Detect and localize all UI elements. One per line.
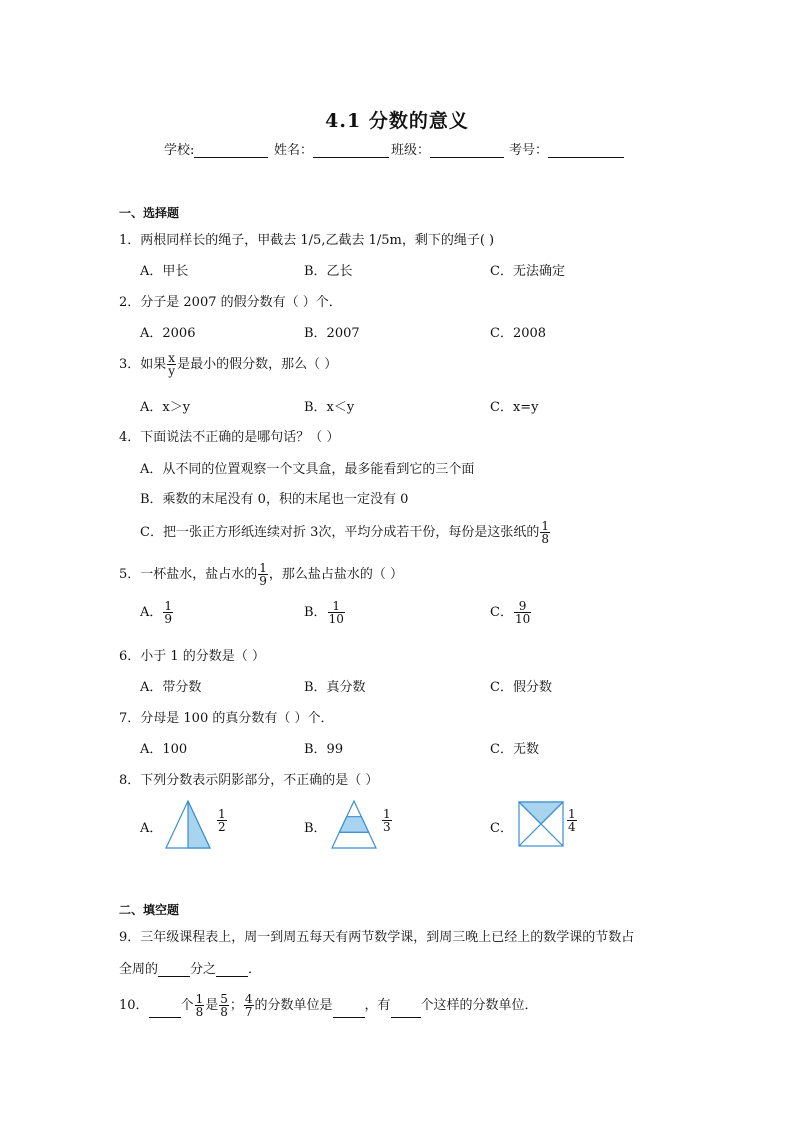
q4-c-denominator: 8 [541,532,549,546]
q8-b-denominator: 3 [383,820,391,834]
q3-text-pre: 3．如果 [119,357,167,372]
question-9-line-1: 9．三年级课程表上，周一到周五每天有两节数学课，到周三晚上已经上的数学课的节数占 [119,930,635,945]
question-2: 2．分子是 2007 的假分数有（ ）个． [119,295,342,310]
q10-blank-1[interactable] [149,1004,181,1018]
school-blank[interactable] [194,143,268,158]
q8-triangle-thirds-figure [330,800,378,850]
question-5 [119,562,403,587]
q4-option-b[interactable]: B．乘数的末尾没有 0，积的末尾也一定没有 0 [140,492,409,507]
q4-option-c[interactable] [140,520,551,545]
question-8: 8．下列分数表示阴影部分，不正确的是（ ） [119,773,379,788]
q10-number: 10． [119,998,149,1013]
q10-text-shi: 是 [205,998,219,1013]
q9-blank-1[interactable] [158,963,190,977]
question-1: 1．两根同样长的绳子，甲截去 1/5,乙截去 1/5m，剩下的绳子( ) [119,233,495,248]
q8-option-c-label[interactable]: C． [490,821,513,836]
class-blank[interactable] [430,143,504,158]
q8-a-numerator: 1 [218,807,226,821]
q7-option-a[interactable]: A．100 [140,742,188,757]
q8-option-b-label[interactable]: B． [304,821,327,836]
q3-numerator: x [168,351,176,365]
q10-f3-numerator: 4 [244,992,253,1006]
q5-fraction [258,562,268,587]
q10-f1-numerator: 1 [195,992,204,1006]
name-blank[interactable] [313,143,389,158]
q1-option-b[interactable]: B．乙长 [304,264,353,279]
q4-option-c-fraction [540,520,550,545]
q9-text-pre: 全周的 [119,962,159,977]
q5-denominator: 9 [259,574,267,588]
q2-option-c[interactable]: C．2008 [490,326,547,341]
q1-option-a[interactable]: A．甲长 [140,264,189,279]
q3-option-c[interactable]: C．x=y [490,400,539,415]
q5-a-denominator: 9 [164,612,173,626]
q10-f2-denominator: 8 [220,1005,228,1019]
q5-text-pre: 5．一杯盐水，盐占水的 [119,567,258,582]
exam-no-blank[interactable] [548,143,624,158]
section-heading-fill-blank: 二、填空题 [119,903,180,917]
q9-text-mid: 分之 [190,962,217,977]
q5-a-label: A． [140,605,163,620]
question-6: 6．小于 1 的分数是（ ） [119,649,265,664]
name-label: 姓名： [274,143,314,158]
q7-option-c[interactable]: C．无数 [490,742,539,757]
q8-square-quarter-figure [518,801,564,847]
question-9-line-2 [119,958,261,977]
class-label: 班级： [391,143,431,158]
q2-option-a[interactable]: A．2006 [140,326,196,341]
school-label: 学校: [164,143,195,158]
q4-option-c-text: C．把一张正方形纸连续对折 3次，平均分成若干份，每份是这张纸的 [140,525,540,540]
q8-a-fraction [217,808,227,833]
q8-b-fraction [382,808,392,833]
q5-text-post: ，那么盐占盐水的（ ） [268,567,404,582]
q5-c-denominator: 10 [514,612,531,626]
school-field [164,139,268,158]
q10-f1-denominator: 8 [195,1005,204,1019]
q5-a-fraction [163,600,173,625]
q10-blank-2[interactable] [333,1004,365,1018]
q5-b-numerator: 1 [332,599,341,613]
q6-option-c[interactable]: C．假分数 [490,680,552,695]
question-7: 7．分母是 100 的真分数有（ ）个． [119,711,334,726]
exam-no-field [509,139,624,158]
q7-option-b[interactable]: B．99 [304,742,344,757]
q10-f3-denominator: 7 [244,1005,253,1019]
q5-option-b[interactable] [304,600,346,625]
q5-c-fraction [514,600,531,625]
q9-blank-2[interactable] [216,963,248,977]
q5-option-c[interactable] [490,600,532,625]
q1-option-c[interactable]: C．无法确定 [490,264,565,279]
q8-option-a-label[interactable]: A． [140,821,163,836]
q8-b-numerator: 1 [383,807,391,821]
q4-c-numerator: 1 [541,519,549,533]
q5-b-fraction [328,600,345,625]
q8-c-fraction [567,808,577,833]
q10-text-unit: 的分数单位是 [254,998,333,1013]
q3-denominator: y [168,364,176,378]
q5-b-label: B． [304,605,327,620]
q5-c-numerator: 9 [518,599,527,613]
question-3 [119,352,337,377]
q2-option-b[interactable]: B．2007 [304,326,360,341]
q10-fraction-1 [195,993,205,1018]
q9-text-post: ． [248,962,262,977]
q10-f2-numerator: 5 [220,992,228,1006]
q10-text-tail: 个这样的分数单位． [420,998,538,1013]
q10-fraction-2 [219,993,229,1018]
q10-text-ge: 个 [180,998,194,1013]
q4-option-a[interactable]: A．从不同的位置观察一个文具盒，最多能看到它的三个面 [140,462,475,477]
question-4: 4．下面说法不正确的是哪句话？（ ） [119,430,340,445]
q8-c-numerator: 1 [568,807,576,821]
q6-option-b[interactable]: B．真分数 [304,680,366,695]
q10-blank-3[interactable] [391,1004,421,1018]
q8-triangle-half-figure [164,800,212,850]
q8-a-denominator: 2 [218,820,226,834]
triangle-shaded-half [188,801,210,848]
q10-fraction-3 [244,993,254,1018]
q10-text-you: ，有 [364,998,391,1013]
q5-c-label: C． [490,605,513,620]
q5-b-denominator: 10 [328,612,344,626]
q3-option-b[interactable]: B．x＜y [304,400,355,415]
name-field [274,139,389,158]
q5-numerator: 1 [259,561,267,575]
question-10 [119,993,538,1018]
q6-option-a[interactable]: A．带分数 [140,680,202,695]
section-heading-choice: 一、选择题 [119,206,180,220]
q5-a-numerator: 1 [164,599,173,613]
exam-no-label: 考号： [509,143,549,158]
q5-option-a[interactable] [140,600,174,625]
class-field [391,139,504,158]
q3-option-a[interactable]: A．x＞y [140,400,191,415]
q10-separator: ； [229,998,243,1013]
q3-fraction [167,352,176,377]
triangle-shaded-band [339,817,368,833]
page-title: 4.1 分数的意义 [325,110,469,132]
q3-text-post: 是最小的假分数，那么（ ） [177,357,338,372]
q8-c-denominator: 4 [568,820,576,834]
